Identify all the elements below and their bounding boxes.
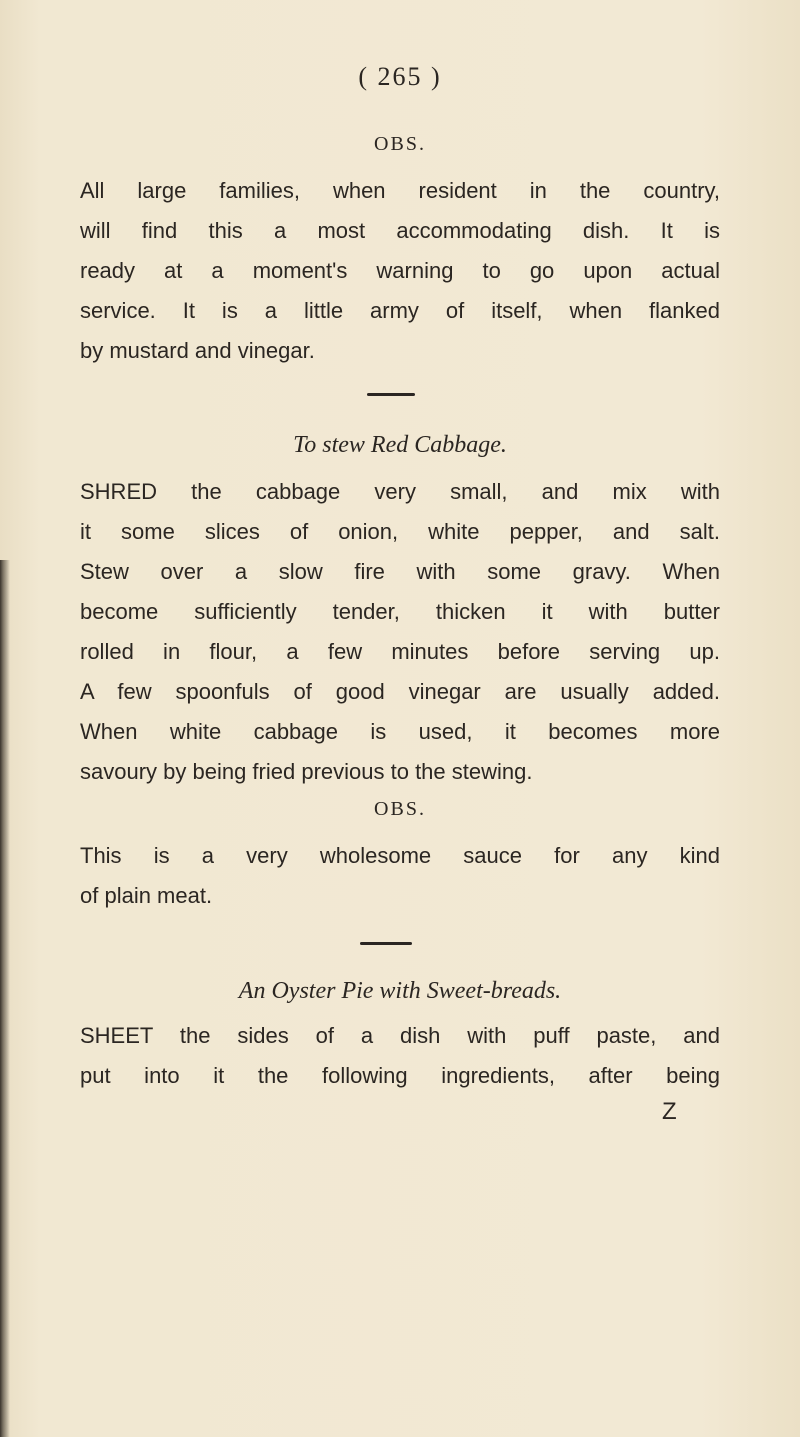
text-line: service. It is a little army of itself, when flanked xyxy=(80,298,720,323)
text-line: SHEET the sides of a dish with puff paste, and xyxy=(80,1023,720,1048)
text-line: A few spoonfuls of good vinegar are usually added. xyxy=(80,679,720,704)
text-line: savoury by being fried previous to the stewing. xyxy=(80,759,533,784)
text-line: Stew over a slow fire with some gravy. When xyxy=(80,559,720,584)
text-line: All large families, when resident in the country, xyxy=(80,178,720,203)
text-line: This is a very wholesome sauce for any kind xyxy=(80,843,720,868)
text-line: When white cabbage is used, it becomes more xyxy=(80,719,720,744)
catchword: Z xyxy=(662,1098,677,1125)
obs-paragraph-1 xyxy=(80,171,720,371)
text-line: will find this a most accommodating dish. It is xyxy=(80,218,720,243)
recipe-title-red-cabbage: To stew Red Cabbage. xyxy=(293,432,507,458)
recipe-paragraph-oyster-pie xyxy=(80,1016,720,1096)
text-line: ready at a moment's warning to go upon actual xyxy=(80,258,720,283)
text-line: of plain meat. xyxy=(80,883,213,908)
obs-label-2: OBS. xyxy=(374,798,426,820)
text-line: by mustard and vinegar. xyxy=(80,338,315,363)
text-line: rolled in flour, a few minutes before serving up. xyxy=(80,639,720,664)
page-number: ( 265 ) xyxy=(358,62,442,91)
text-line: it some slices of onion, white pepper, and salt. xyxy=(80,519,720,544)
section-divider xyxy=(367,393,415,396)
obs-paragraph-2 xyxy=(80,836,720,916)
obs-label-1: OBS. xyxy=(374,133,426,155)
recipe-paragraph-red-cabbage xyxy=(80,472,720,792)
text-line: put into it the following ingredients, after being xyxy=(80,1063,720,1088)
recipe-title-oyster-pie: An Oyster Pie with Sweet-breads. xyxy=(238,978,562,1004)
section-divider xyxy=(360,942,412,945)
text-line: SHRED the cabbage very small, and mix with xyxy=(80,479,720,504)
text-line: become sufficiently tender, thicken it with butter xyxy=(80,599,720,624)
